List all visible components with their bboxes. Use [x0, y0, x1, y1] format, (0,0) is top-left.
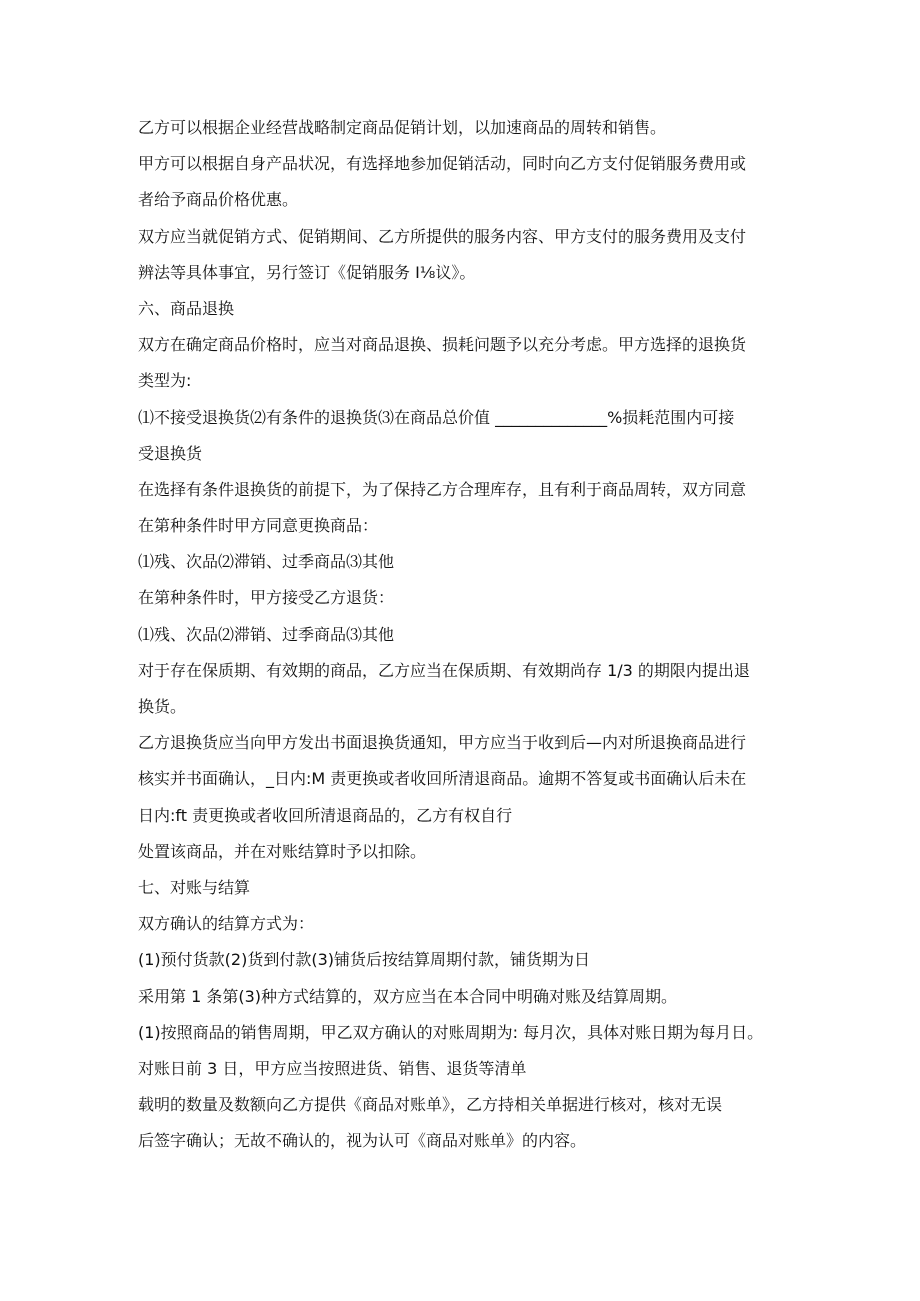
- paragraph-line: 在第种条件时甲方同意更换商品：: [138, 516, 379, 536]
- paragraph-line: 甲方可以根据自身产品状况，有选择地参加促销活动，同时向乙方支付促销服务费用或: [138, 154, 747, 174]
- paragraph-line: 乙方可以根据企业经营战略制定商品促销计划，以加速商品的周转和销售。: [138, 118, 667, 137]
- document-body: [138, 116, 798, 1165]
- paragraph-line: 处置该商品，并在对账结算时予以扣除。: [138, 841, 427, 861]
- paragraph-line: 者给予商品价格优惠。: [138, 190, 299, 210]
- paragraph-line: 对于存在保质期、有效期的商品，乙方应当在保质期、有效期尚存 1/3 的期限内提出退: [138, 660, 750, 680]
- paragraph-line: 辨法等具体事宜，另行签订《促销服务 I⅛议》。: [138, 262, 476, 282]
- paragraph-line: 采用第 1 条第(3)种方式结算的，双方应当在本合同中明确对账及结算周期。: [138, 986, 678, 1006]
- paragraph-line: 对账日前 3 日，甲方应当按照进货、销售、退货等清单: [138, 1058, 527, 1078]
- paragraph-line: (1)预付货款(2)货到付款(3)铺货后按结算周期付款，铺货期为日: [138, 950, 590, 970]
- paragraph-line: 在选择有条件退换货的前提下，为了保持乙方合理库存，且有利于商品周转，双方同意: [138, 479, 747, 499]
- paragraph-line: (1)按照商品的销售周期，甲乙双方确认的对账周期为: 每月次，具体对账日期为每月日。: [138, 1022, 764, 1042]
- paragraph-line: 双方确认的结算方式为：: [138, 914, 315, 934]
- paragraph-line: ⑴残、次品⑵滞销、过季商品⑶其他: [138, 624, 395, 644]
- paragraph-line: 双方在确定商品价格时，应当对商品退换、损耗问题予以充分考虑。甲方选择的退换货: [138, 335, 747, 355]
- paragraph-line: 双方应当就促销方式、促销期间、乙方所提供的服务内容、甲方支付的服务费用及支付: [138, 226, 747, 246]
- paragraph-line: 类型为:: [138, 371, 192, 391]
- paragraph-line: 后签字确认；无故不确认的，视为认可《商品对账单》的内容。: [138, 1131, 587, 1151]
- section-heading: 六、商品退换: [138, 298, 235, 318]
- paragraph-line: 乙方退换货应当向甲方发出书面退换货通知，甲方应当于收到后—内对所退换商品进行: [138, 733, 747, 753]
- section-heading: 七、对账与结算: [138, 877, 251, 897]
- paragraph-line: ⑴残、次品⑵滞销、过季商品⑶其他: [138, 552, 395, 572]
- paragraph-line: 核实并书面确认，_日内:M 责更换或者收回所清退商品。逾期不答复或书面确认后未在: [138, 769, 747, 789]
- paragraph-line: 载明的数量及数额向乙方提供《商品对账单》，乙方持相关单据进行核对，核对无误: [138, 1095, 723, 1115]
- paragraph-line: ⑴不接受退换货⑵有条件的退换货⑶在商品总价值 ______________%损耗范围内可接: [138, 407, 735, 427]
- paragraph-line: 换货。: [138, 697, 187, 716]
- paragraph-line: 在第种条件时，甲方接受乙方退货：: [138, 588, 395, 608]
- paragraph-line: 受退换货: [138, 443, 203, 463]
- paragraph-line: 日内:ft 责更换或者收回所清退商品的，乙方有权自行: [138, 805, 513, 825]
